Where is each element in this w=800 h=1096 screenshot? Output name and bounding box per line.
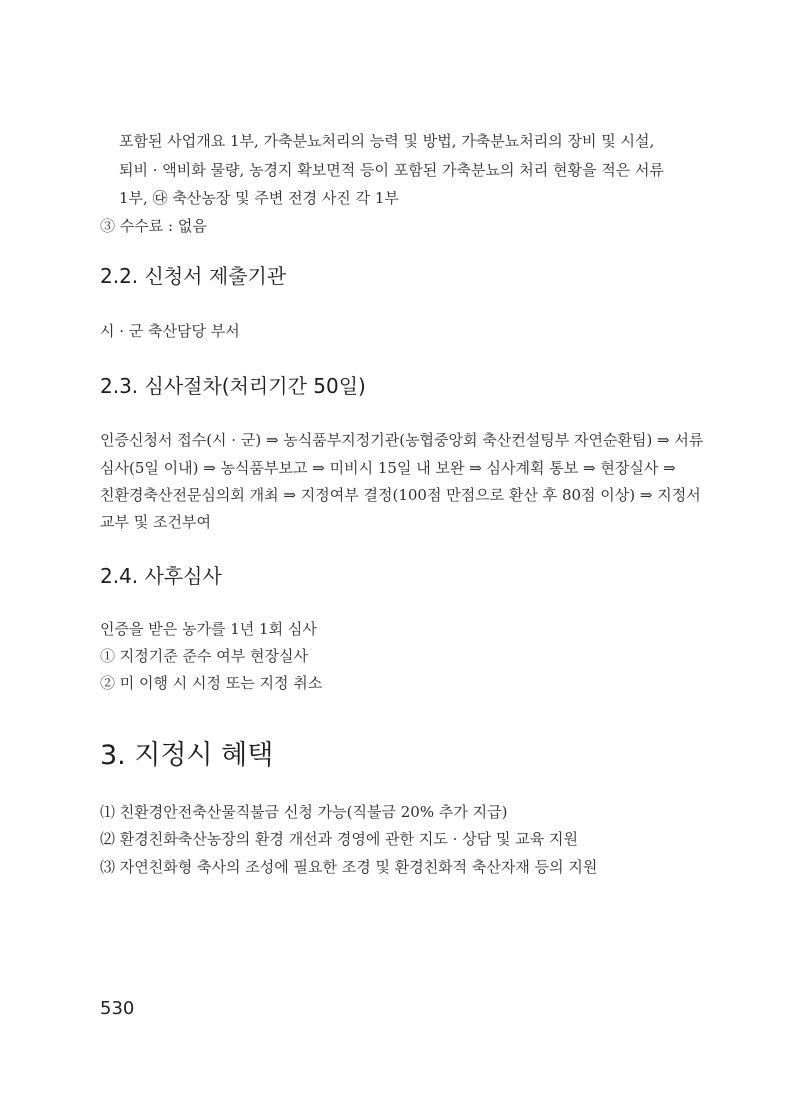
section-3-line: ⑴ 친환경안전축산물직불금 신청 가능(직불금 20% 추가 지급) [100, 803, 508, 821]
section-2-3-line: 친환경축산전문심의회 개최 ⇒ 지정여부 결정(100점 만점으로 환산 후 80점 이상) ⇒ 지정서 [100, 486, 701, 504]
section-2-2-title: 2.2. 신청서 제출기관 [100, 264, 287, 288]
intro-line-2: 퇴비 · 액비화 물량, 농경지 확보면적 등이 포함된 가축분뇨의 처리 현황을 적은 서류 [119, 161, 664, 179]
section-2-4-line: 인증을 받은 농가를 1년 1회 심사 [100, 620, 317, 638]
section-2-3-line: 심사(5일 이내) ⇒ 농식품부보고 ⇒ 미비시 15일 내 보완 ⇒ 심사계획 통보 ⇒ 현장실사 ⇒ [100, 459, 676, 477]
section-3-line: ⑵ 환경친화축산농장의 환경 개선과 경영에 관한 지도 · 상담 및 교육 지원 [100, 830, 578, 848]
section-2-2-body: 시 · 군 축산담당 부서 [100, 322, 240, 340]
section-3-line: ⑶ 자연친화형 축사의 조성에 필요한 조경 및 환경친화적 축산자재 등의 지원 [100, 858, 598, 876]
intro-line-3: 1부, ㉰ 축산농장 및 주변 전경 사진 각 1부 [119, 189, 399, 207]
section-3-title: 3. 지정시 혜택 [100, 740, 274, 771]
section-2-4-line: ① 지정기준 준수 여부 현장실사 [100, 647, 308, 665]
section-2-3-line: 교부 및 조건부여 [100, 513, 211, 531]
section-2-4-title: 2.4. 사후심사 [100, 564, 222, 588]
intro-line-1: 포함된 사업개요 1부, 가축분뇨처리의 능력 및 방법, 가축분뇨처리의 장비 및 시설, [119, 132, 655, 150]
section-2-4-line: ② 미 이행 시 시정 또는 지정 취소 [100, 674, 323, 692]
section-2-3-title: 2.3. 심사절차(처리기간 50일) [100, 374, 366, 398]
section-2-3-line: 인증신청서 접수(시 · 군) ⇒ 농식품부지정기관(농협중앙회 축산컨설팅부 자연순환팀) ⇒ 서류 [100, 431, 704, 449]
fee-line: ③ 수수료 : 없음 [100, 217, 207, 235]
page-number: 530 [100, 998, 135, 1019]
